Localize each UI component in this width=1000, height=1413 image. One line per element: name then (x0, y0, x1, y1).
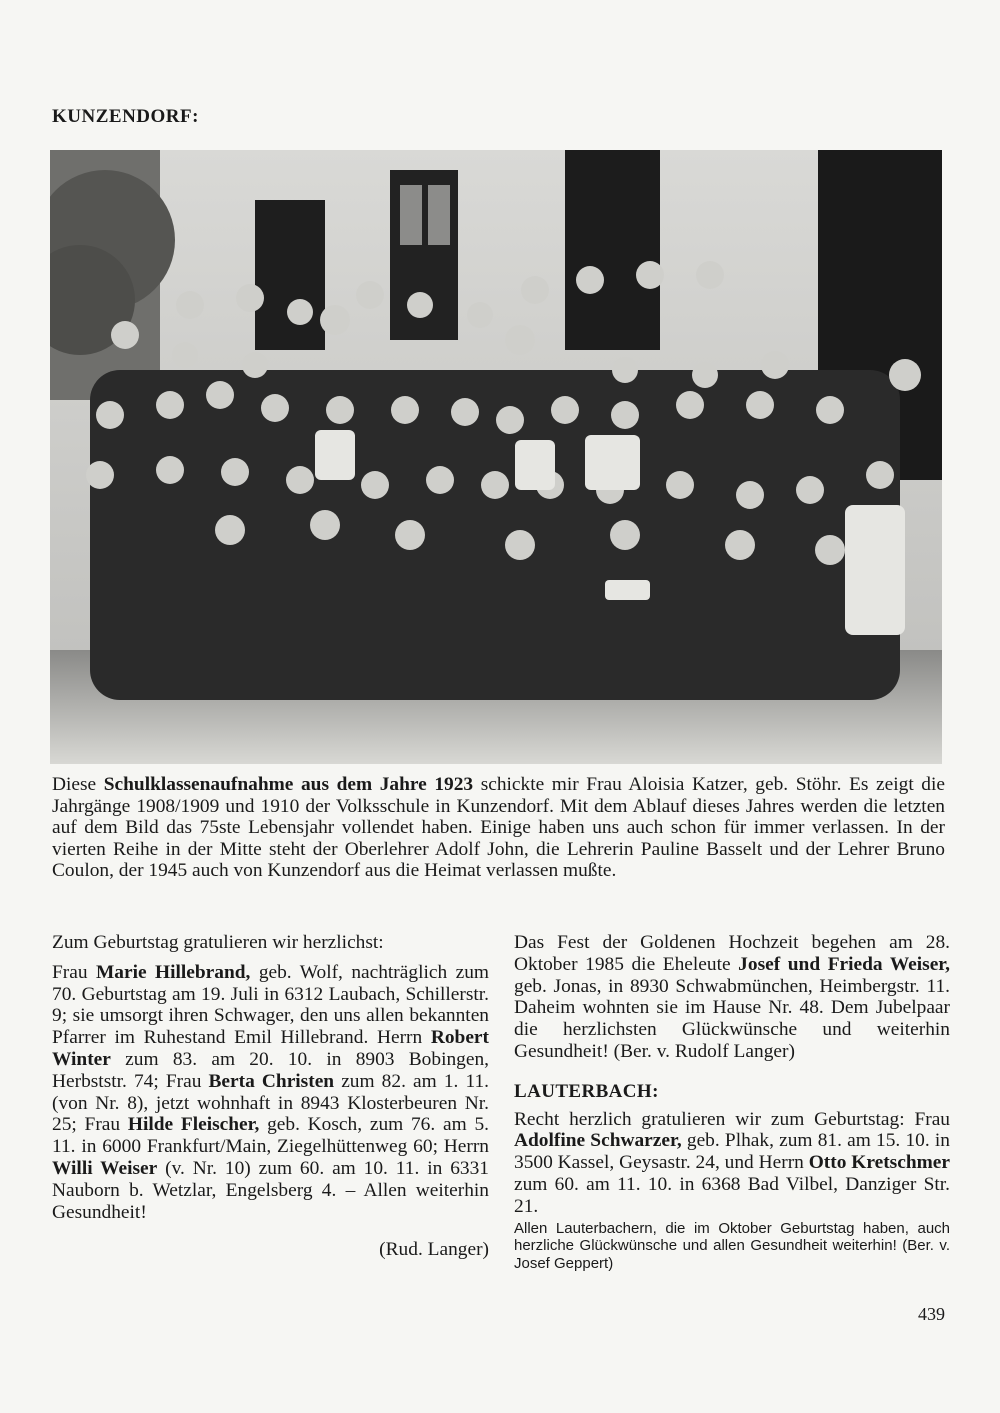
caption-text-1: Diese (52, 774, 104, 795)
lauterbach-birthdays (514, 1109, 950, 1218)
right-text-5: zum 60. am 11. 10. in 6368 Bad Vilbel, Danziger Str. 21. (514, 1173, 950, 1217)
left-text-4: zum 82. am 1. 11. (von Nr. 8), jetzt wohnhaft in 8943 Klosterbeuren Nr. 25; Frau (52, 1070, 489, 1136)
golden-wedding (514, 932, 950, 1063)
right-text-1: Das Fest der Goldenen Hochzeit begehen am 28. Oktober 1985 die Eheleute (514, 932, 950, 975)
name-adolfine-schwarzer: Adolfine Schwarzer, (514, 1130, 682, 1152)
name-robert-winter: Robert Winter (52, 1027, 489, 1070)
name-willi-weiser: Willi Weiser (52, 1157, 158, 1179)
right-text-2: geb. Jonas, in 8930 Schwabmünchen, Heimbergstr. 11. Daheim wohnten sie im Hause Nr. 48. Dem Jubelpaar die herzlichsten Glückwünsche und weiterhin Gesundheit! (Ber. v. Rudolf Langer) (514, 975, 950, 1062)
section-heading-lauterbach: LAUTERBACH: (514, 1080, 659, 1102)
right-text-4: geb. Plhak, zum 81. am 15. 10. in 3500 Kassel, Geysastr. 24, und Herrn (514, 1130, 950, 1174)
left-text-2: geb. Wolf, nachträglich zum 70. Geburtstag am 19. Juli in 6312 Laubach, Schillerstr. 9; sie umsorgt ihren Schwager, den uns allen bekannten Pfarrer im Ruhestand Emil Hillebrand. Herrn (52, 961, 489, 1049)
photo-caption (52, 774, 945, 882)
page-title: KUNZENDORF: (52, 106, 199, 127)
name-berta-christen: Berta Christen (208, 1070, 335, 1092)
caption-bold-1: Schulklassenaufnahme aus dem Jahre 1923 (103, 774, 474, 795)
left-text-6: (v. Nr. 10) zum 60. am 10. 11. in 6331 Nauborn b. Wetzlar, Engelsberg 4. – Allen weiterhin Gesundheit! (52, 1157, 489, 1223)
lauterbach-note: Allen Lauterbachern, die im Oktober Geburtstag haben, auch herzliche Glückwünsche und allen Gesundheit weiterhin! (Ber. v. Josef Geppert) (514, 1219, 950, 1272)
greeting-lead: Zum Geburtstag gratulieren wir herzlichst: (52, 932, 384, 953)
signature: (Rud. Langer) (379, 1239, 489, 1261)
name-marie-hillebrand: Marie Hillebrand, (95, 961, 251, 983)
left-text-1: Frau (52, 961, 96, 983)
left-column (52, 932, 489, 1261)
birthday-list (52, 962, 489, 1224)
left-text-3: zum 83. am 20. 10. in 8903 Bobingen, Herbststr. 74; Frau (52, 1048, 489, 1092)
right-text-3: Recht herzlich gratulieren wir zum Geburtstag: Frau (514, 1108, 950, 1130)
name-josef-frieda-weiser: Josef und Frieda Weiser, (738, 953, 950, 975)
name-hilde-fleischer: Hilde Fleischer, (127, 1114, 260, 1136)
left-text-5: geb. Kosch, zum 76. am 5. 11. in 6000 Frankfurt/Main, Ziegelhüttenweg 60; Herrn (52, 1114, 489, 1158)
name-otto-kretschmer: Otto Kretschmer (808, 1152, 950, 1174)
page-number: 439 (918, 1304, 945, 1324)
right-column (514, 932, 950, 1272)
class-photo (50, 150, 942, 764)
caption-text-2: schickte mir Frau Aloisia Katzer, geb. Stöhr. Es zeigt die Jahrgänge 1908/1909 und 1910 der Volksschule in Kunzendorf. Mit dem Ablauf dieses Jahres werden die letzten auf dem Bild das 75ste Lebensjahr vollendet haben. Einige haben uns auch schon für immer verlassen. In der vierten Reihe in der Mitte steht der Oberlehrer Adolf John, die Lehrerin Pauline Basselt und der Lehrer Bruno Coulon, der 1945 auch von Kunzendorf aus die Heimat verlassen mußte. (52, 774, 945, 882)
